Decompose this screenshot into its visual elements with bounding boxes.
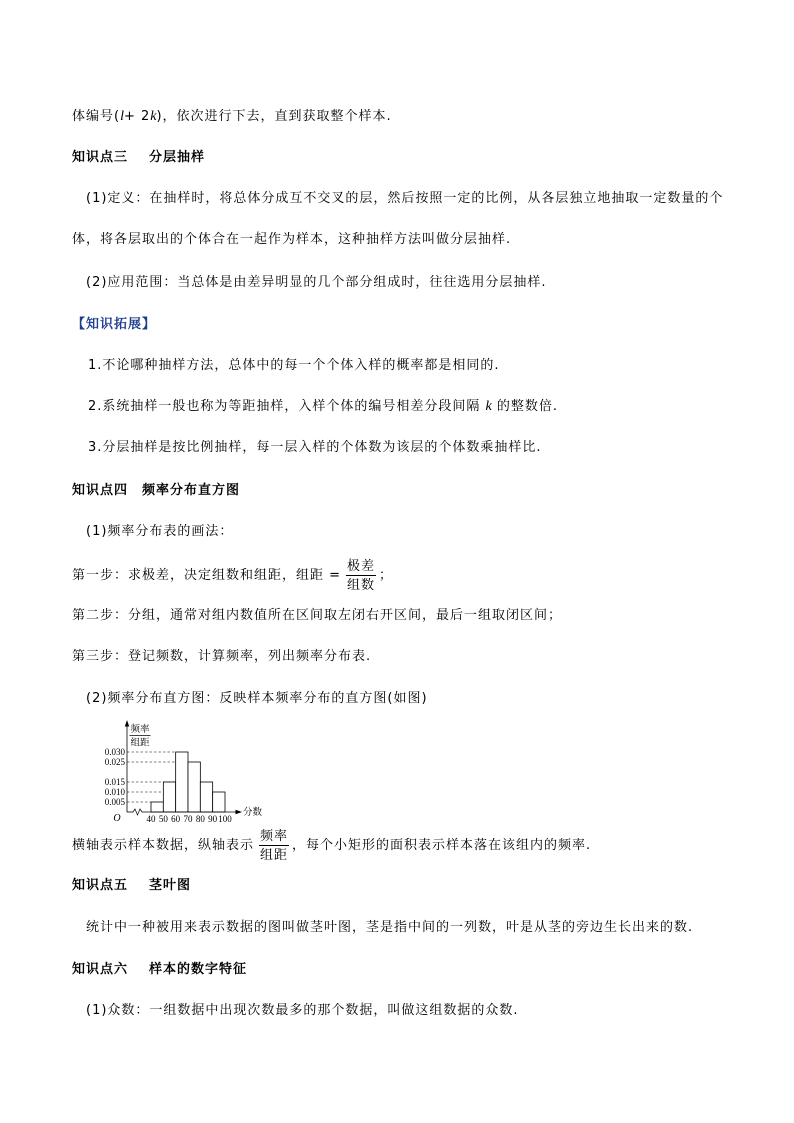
axis-description-fraction (259, 829, 289, 863)
histogram-bar-60-70 (176, 752, 188, 812)
extension-item-2 (88, 399, 558, 415)
x-tick-label: 90 (208, 814, 218, 824)
intro-before: 体编号( (72, 109, 121, 124)
histogram-bar-70-80 (188, 762, 200, 812)
section4-label: 知识点四 (72, 483, 129, 498)
section3-definition-line2: 体，将各层取出的个体合在一起作为样本，这种抽样方法叫做分层抽样. (72, 232, 512, 247)
x-tick-label: 100 (218, 814, 232, 824)
section3-definition-line1: (1)定义：在抽样时，将总体分成互不交叉的层，然后按照一定的比例，从各层独立地抽取一定数量的个 (86, 191, 724, 206)
variable-l: l (120, 109, 124, 124)
axis-break-icon (133, 809, 142, 815)
extension-item-3: 3.分层抽样是按比例抽样，每一层入样的个体数为该层的个体数乘抽样比. (88, 440, 542, 455)
step1-after: ； (379, 568, 394, 583)
histogram-bar-80-90 (200, 782, 212, 812)
fraction-denominator: 组数 (347, 578, 376, 593)
step1-text: 第一步：求极差，决定组数和组距，组距 = (72, 568, 342, 583)
section4-title: 频率分布直方图 (142, 483, 241, 498)
section4-heading (72, 483, 240, 499)
extension-item-2-before: 2.系统抽样一般也称为等距抽样，入样个体的编号相差分段间隔 (88, 399, 486, 414)
x-axis-arrow (236, 810, 243, 814)
histogram-bar-50-60 (163, 782, 175, 812)
axis-description-before: 横轴表示样本数据，纵轴表示 (72, 838, 255, 853)
section3-title: 分层抽样 (149, 150, 206, 165)
extension-title: 【知识拓展】 (72, 317, 157, 332)
y-axis-label-numerator: 频率 (130, 724, 150, 735)
section3-label: 知识点三 (72, 150, 129, 165)
y-tick-label: 0.030 (104, 747, 125, 757)
fraction-numerator: 频率 (260, 829, 289, 844)
axis-description-line (72, 828, 591, 864)
x-axis-label: 分数 (243, 807, 263, 818)
step2-line: 第二步：分组，通常对组内数值所在区间取左闭右开区间，最后一组取闭区间； (72, 608, 563, 623)
extension-item-1: 1.不论哪种抽样方法，总体中的每一个个体入样的概率都是相同的. (88, 358, 500, 373)
origin-label: O (113, 813, 121, 824)
x-tick-label: 80 (195, 814, 205, 824)
histogram-bar-90-100 (213, 792, 225, 812)
table-method-line: (1)频率分布表的画法： (86, 524, 234, 539)
section5-heading (72, 878, 191, 894)
y-axis-label-denominator: 组距 (130, 737, 150, 749)
histogram-intro-line: (2)频率分布直方图：反映样本频率分布的直方图(如图) (86, 691, 428, 706)
x-tick-label: 50 (158, 814, 168, 824)
fraction-numerator: 极差 (347, 559, 376, 574)
variable-k: k (150, 109, 157, 124)
y-axis-arrow (125, 720, 129, 727)
section5-title: 茎叶图 (149, 878, 192, 893)
section6-mode: (1)众数：一组数据中出现次数最多的那个数据，叫做这组数据的众数. (86, 1003, 519, 1018)
x-tick-label: 40 (146, 814, 156, 824)
step3-line: 第三步：登记频数，计算频率，列出频率分布表. (72, 649, 372, 664)
section6-heading (72, 962, 247, 978)
y-tick-label: 0.025 (104, 757, 125, 767)
x-tick-label: 60 (171, 814, 181, 824)
x-tick-label: 70 (183, 814, 193, 824)
y-tick-label: 0.010 (104, 787, 125, 797)
section3-heading (72, 150, 205, 166)
section3-scope: (2)应用范围：当总体是由差异明显的几个部分组成时，往往选用分层抽样. (86, 275, 547, 290)
histogram-bars (151, 752, 225, 812)
section5-label: 知识点五 (72, 878, 129, 893)
variable-k: k (485, 399, 492, 414)
class-width-fraction (346, 559, 376, 593)
intro-line (72, 109, 392, 125)
frequency-histogram (95, 716, 270, 828)
section6-title: 样本的数字特征 (149, 962, 248, 977)
section5-text: 统计中一种被用来表示数据的图叫做茎叶图，茎是指中间的一列数，叶是从茎的旁边生长出来的数. (86, 920, 694, 935)
x-tick-labels (147, 814, 233, 824)
extension-item-2-after: 的整数倍. (491, 399, 559, 414)
y-tick-label: 0.005 (104, 797, 125, 807)
step1-line (72, 558, 393, 594)
fraction-denominator: 组距 (260, 848, 289, 863)
intro-after: )，依次进行下去，直到获取整个样本. (156, 109, 392, 124)
histogram-bar-40-50 (151, 802, 163, 812)
section6-label: 知识点六 (72, 962, 129, 977)
y-tick-labels (105, 747, 126, 807)
y-tick-label: 0.015 (104, 777, 125, 787)
intro-mid: + 2 (123, 109, 151, 124)
axis-description-after: ，每个小矩形的面积表示样本落在该组内的频率. (292, 838, 592, 853)
